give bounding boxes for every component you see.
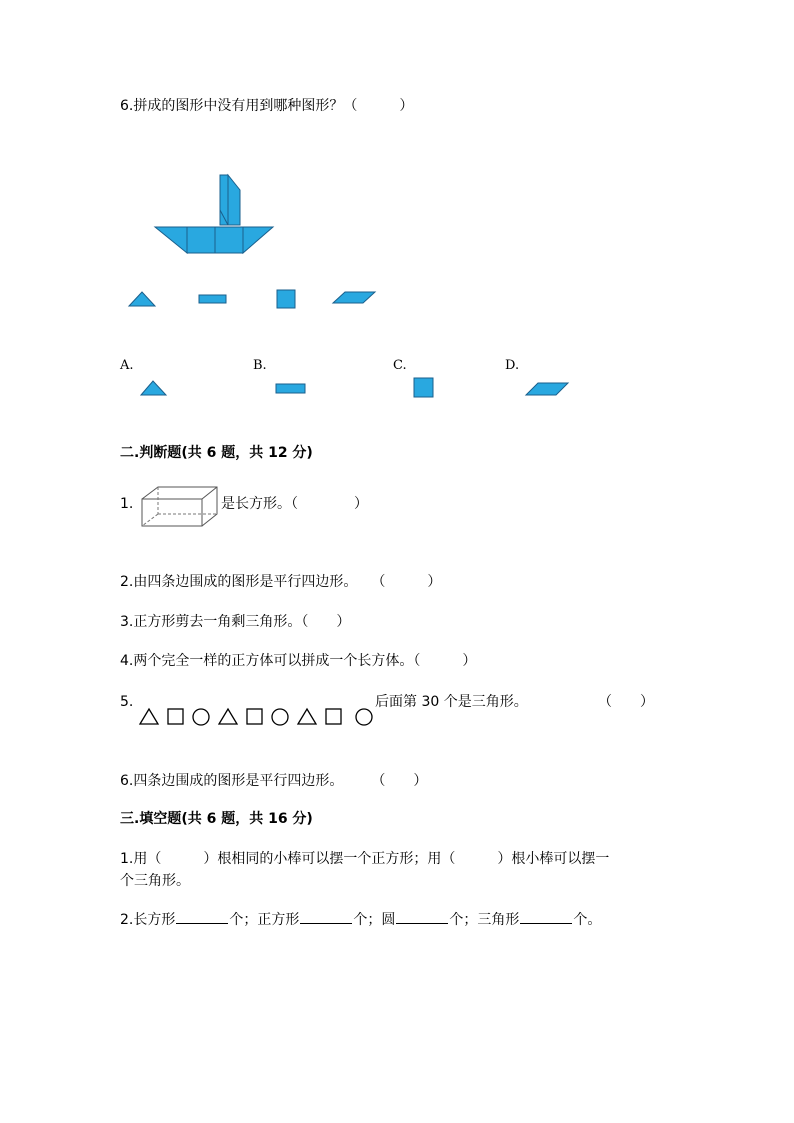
section-3-heading: 三.填空题(共 6 题，共 16 分)	[120, 811, 313, 827]
option-a-label: A.	[120, 358, 134, 373]
judge-q3: 3.正方形剪去一角剩三角形。（ ）	[120, 614, 351, 630]
shape-sequence	[138, 706, 376, 728]
fill-blank-square[interactable]	[300, 911, 352, 924]
sequence-square-icon	[168, 709, 183, 724]
judge-q2: 2.由四条边围成的图形是平行四边形。 （ ）	[120, 574, 442, 590]
option-a-triangle-icon	[140, 376, 170, 398]
option-d-label: D.	[505, 358, 520, 373]
rectangle-icon	[199, 295, 226, 303]
cuboid-figure	[140, 484, 220, 530]
fill-q2-part3: 个；圆	[353, 912, 396, 928]
fill-q2-part5: 个。	[573, 912, 602, 928]
judge-q5-paren: （ ）	[598, 694, 654, 710]
boat-sail	[220, 175, 240, 225]
sequence-triangle-icon	[219, 709, 237, 724]
option-c-square-icon	[413, 377, 435, 399]
judge-q1-number: 1.	[120, 496, 134, 512]
fill-q2-part1: 2.长方形	[120, 912, 176, 928]
fill-q2	[120, 911, 601, 929]
option-b-label: B.	[253, 358, 267, 373]
sequence-circle-icon	[356, 709, 372, 725]
option-c-label: C.	[393, 358, 407, 373]
section-2-heading: 二.判断题(共 6 题，共 12 分)	[120, 445, 313, 461]
judge-q5-text: 后面第 30 个是三角形。	[375, 694, 528, 710]
judge-q6: 6.四条边围成的图形是平行四边形。 （ ）	[120, 773, 428, 789]
square-icon	[277, 290, 295, 308]
boat-hull	[155, 227, 273, 253]
question-6-text: 6.拼成的图形中没有用到哪种图形？（ ）	[120, 98, 414, 114]
sequence-triangle-icon	[298, 709, 316, 724]
fill-blank-triangle[interactable]	[520, 911, 572, 924]
sequence-square-icon	[247, 709, 262, 724]
fill-blank-rectangle[interactable]	[176, 911, 228, 924]
sequence-square-icon	[326, 709, 341, 724]
fill-q1-line1: 1.用（ ）根相同的小棒可以摆一个正方形；用（ ）根小棒可以摆一	[120, 851, 610, 867]
sequence-circle-icon	[193, 709, 209, 725]
option-b-rectangle-icon	[275, 382, 307, 396]
sequence-circle-icon	[272, 709, 288, 725]
fill-q2-part4: 个；三角形	[449, 912, 520, 928]
component-shapes-row	[125, 285, 385, 315]
judge-q4: 4.两个完全一样的正方体可以拼成一个长方体。（ ）	[120, 653, 477, 669]
judge-q5-number: 5.	[120, 694, 134, 710]
judge-q1-text: 是长方形。（ ）	[221, 496, 368, 512]
parallelogram-icon	[333, 292, 375, 303]
fill-q2-part2: 个；正方形	[229, 912, 300, 928]
triangle-icon	[129, 292, 155, 306]
boat-figure	[150, 170, 280, 260]
sequence-triangle-icon	[140, 709, 158, 724]
fill-blank-circle[interactable]	[396, 911, 448, 924]
fill-q1-line2: 个三角形。	[120, 873, 190, 889]
option-d-parallelogram-icon	[524, 380, 572, 398]
